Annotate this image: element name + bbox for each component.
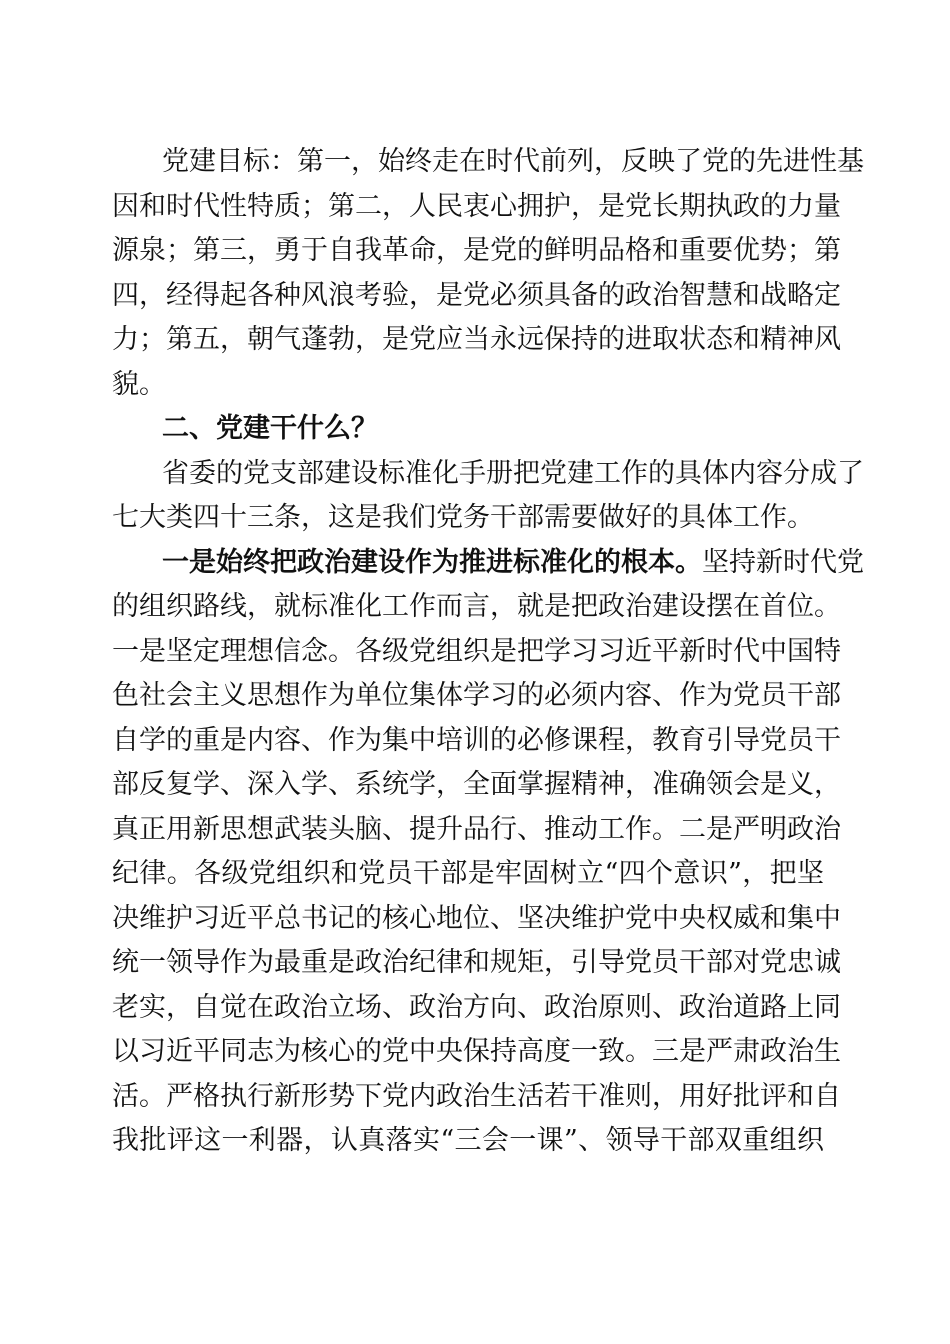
lead-sentence-bold: 一是始终把政治建设作为推进标准化的根本。 bbox=[162, 546, 702, 578]
section-heading: 二、党建干什么？ bbox=[162, 413, 378, 444]
text-line: 一是坚定理想信念。各级党组织是把学习习近平新时代中国特 bbox=[112, 635, 841, 667]
text-line: 七大类四十三条，这是我们党务干部需要做好的具体工作。 bbox=[112, 502, 814, 533]
text-line-lead bbox=[112, 541, 864, 586]
text-line: 我批评这一利器，认真落实“三会一课”、领导干部双重组织 bbox=[112, 1125, 824, 1156]
text-line: 决维护习近平总书记的核心地位、坚决维护党中央权威和集中 bbox=[112, 902, 841, 934]
text-line: 党建目标：第一，始终走在时代前列，反映了党的先进性基 bbox=[162, 146, 864, 177]
text-line: 以习近平同志为核心的党中央保持高度一致。三是严肃政治生 bbox=[112, 1036, 841, 1067]
document-page bbox=[112, 140, 864, 1164]
text-line: 部反复学、深入学、系统学，全面掌握精神，准确领会是义， bbox=[112, 769, 841, 800]
text-line: 活。严格执行新形势下党内政治生活若干准则，用好批评和自 bbox=[112, 1080, 841, 1112]
text-line: 老实，自觉在政治立场、政治方向、政治原则、政治道路上同 bbox=[112, 991, 841, 1023]
paragraph-political-building bbox=[112, 541, 864, 1164]
text-line: 统一领导作为最重是政治纪律和规矩，引导党员干部对党忠诚 bbox=[112, 947, 841, 978]
text-line: 因和时代性特质；第二，人民衷心拥护，是党长期执政的力量 bbox=[112, 190, 841, 222]
text-line: 自学的重是内容、作为集中培训的必修课程，教育引导党员干 bbox=[112, 724, 841, 756]
text-line: 源泉；第三，勇于自我革命，是党的鲜明品格和重要优势；第 bbox=[112, 235, 841, 266]
text-line: 貌。 bbox=[112, 368, 166, 400]
text-line: 真正用新思想武装头脑、提升品行、推动工作。二是严明政治 bbox=[112, 813, 841, 845]
text-line: 纪律。各级党组织和党员干部是牢固树立“四个意识”，把坚 bbox=[112, 858, 824, 889]
text-line: 色社会主义思想作为单位集体学习的必须内容、作为党员干部 bbox=[112, 680, 841, 711]
lead-sentence-rest: 坚持新时代党 bbox=[702, 546, 864, 578]
text-line: 力；第五，朝气蓬勃，是党应当永远保持的进取状态和精神风 bbox=[112, 324, 841, 355]
text-line: 省委的党支部建设标准化手册把党建工作的具体内容分成了 bbox=[162, 457, 864, 489]
paragraph-handbook bbox=[112, 452, 864, 541]
paragraph-goals bbox=[112, 140, 864, 407]
text-line: 的组织路线，就标准化工作而言，就是把政治建设摆在首位。 bbox=[112, 591, 841, 622]
text-line: 四，经得起各种风浪考验，是党必须具备的政治智慧和战略定 bbox=[112, 279, 841, 311]
